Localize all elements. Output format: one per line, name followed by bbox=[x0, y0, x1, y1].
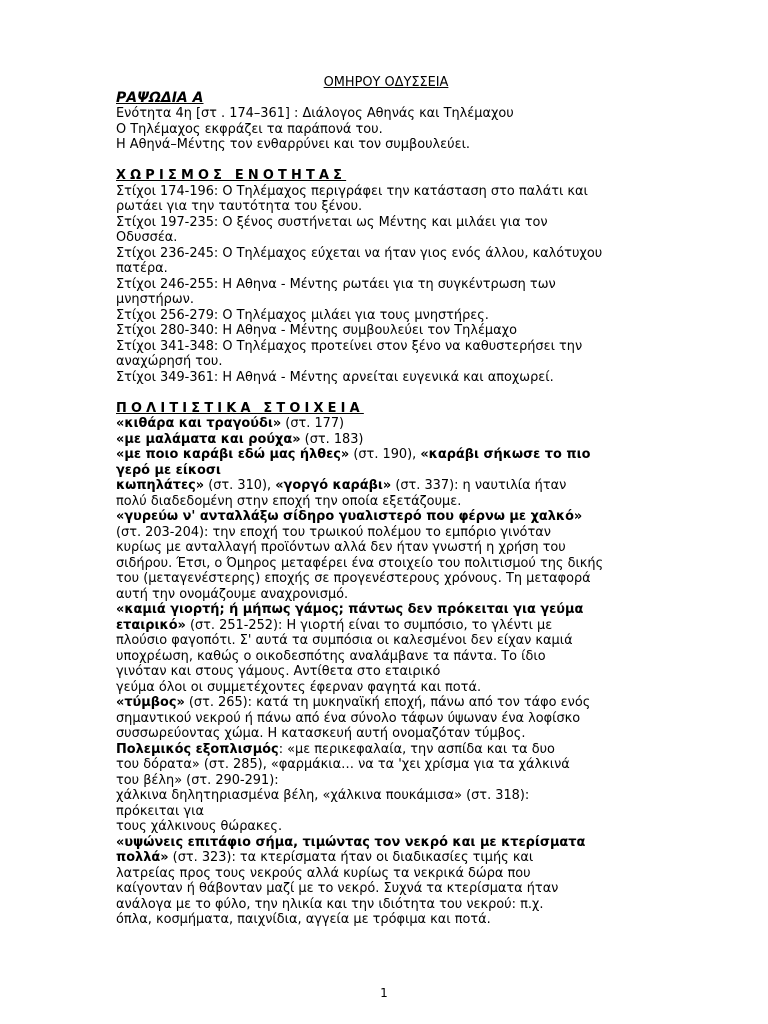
quoted-phrase: πολλά» bbox=[116, 850, 169, 865]
verse-section-line: πατέρα. bbox=[116, 261, 168, 276]
document-title: ΟΜΗΡΟΥ ΟΔΥΣΣΕΙΑ bbox=[323, 75, 449, 90]
quoted-phrase: «γυρεύω ν' ανταλλάξω σίδηρο γυαλιστερό που φέρνω με χαλκό» bbox=[116, 509, 583, 524]
verse-ref: (στ. 310), bbox=[204, 478, 276, 493]
explanation-text: (στ. 323): τα κτερίσματα ήταν οι διαδικασίες τιμής και bbox=[168, 850, 534, 865]
culture-line: του (μεταγενέστερης) εποχής σε προγενέστερους χρόνους. Τη μεταφορά bbox=[116, 571, 591, 586]
quoted-phrase: κωπηλάτες» bbox=[116, 478, 205, 493]
verse-ref: (στ. 183) bbox=[300, 431, 364, 447]
culture-line bbox=[116, 463, 656, 479]
verse-section-line: Στίχοι 197-235: Ο ξένος συστήνεται ως Μέντης και μιλάει για τον bbox=[116, 214, 548, 230]
rhapsody-heading: ΡΑΨΩΔΙΑ Α bbox=[116, 90, 204, 106]
verse-section-line: Στίχοι 349-361: Η Αθηνά - Μέντης αρνείται ευγενικά και αποχωρεί. bbox=[116, 369, 554, 385]
culture-line: (στ. 203-204): την εποχή του τρωικού πολέμου το εμπόριο γινόταν bbox=[116, 524, 551, 540]
culture-line bbox=[116, 447, 656, 463]
culture-line: κυρίως με ανταλλαγή προϊόντων αλλά δεν ήταν γνωστή η χρήση του bbox=[116, 540, 566, 555]
culture-line bbox=[116, 695, 656, 711]
page-number: 1 bbox=[380, 986, 388, 1000]
quoted-phrase: «καμιά γιορτή; ή μήπως γάμος; πάντως δεν πρόκειται για γεύμα bbox=[116, 602, 584, 617]
quoted-phrase: «τύμβος» bbox=[116, 695, 185, 710]
verse-section-line: Οδυσσέα. bbox=[116, 230, 178, 245]
culture-heading: ΠΟΛΙΤΙΣΤΙΚΑ ΣΤΟΙΧΕΙΑ bbox=[116, 400, 364, 416]
quoted-phrase: «γοργό καράβι» bbox=[275, 478, 392, 493]
sections-heading: ΧΩΡΙΣΜΟΣ ΕΝΟΤΗΤΑΣ bbox=[116, 168, 347, 183]
culture-line bbox=[116, 618, 656, 634]
spacer bbox=[116, 385, 656, 401]
verse-section-line: Στίχοι 246-255: Η Αθηνα - Μέντης ρωτάει για τη συγκέντρωση των bbox=[116, 276, 556, 292]
explanation-text: (στ. 251-252): Η γιορτή είναι το συμπόσιο, το γλέντι με bbox=[185, 617, 553, 633]
verse-ref: (στ. 190), bbox=[349, 447, 421, 462]
culture-line: γεύμα όλοι οι συμμετέχοντες έφερναν φαγητά και ποτά. bbox=[116, 679, 482, 695]
quoted-phrase: «υψώνεις επιτάφιο σήμα, τιμώντας τον νεκρό και με κτερίσματα bbox=[116, 834, 586, 850]
quoted-phrase: εταιρικό» bbox=[116, 617, 186, 633]
verse-section-line: μνηστήρων. bbox=[116, 292, 194, 307]
culture-line: χάλκινα δηλητηριασμένα βέλη, «χάλκινα πουκάμισα» (στ. 318): bbox=[116, 788, 530, 803]
quoted-phrase: γερό με είκοσι bbox=[116, 462, 221, 478]
culture-line bbox=[116, 416, 656, 432]
document-body bbox=[116, 75, 656, 928]
culture-line: πολύ διαδεδομένη στην εποχή την οποία εξετάζουμε. bbox=[116, 493, 462, 509]
explanation-text: : «με περικεφαλαία, την ασπίδα και τα δυο bbox=[278, 741, 555, 757]
verse-section-line: Στίχοι 174-196: Ο Τηλέμαχος περιγράφει την κατάσταση στο παλάτι και bbox=[116, 183, 588, 199]
culture-line: του δόρατα» (στ. 285), «φαρμάκια… να τα 'χει χρίσμα για τα χάλκινά bbox=[116, 757, 570, 772]
culture-line bbox=[116, 742, 656, 758]
verse-section-line: Στίχοι 280-340: Η Αθηνα - Μέντης συμβουλεύει τον Τηλέμαχο bbox=[116, 323, 517, 338]
culture-line: καίγονταν ή θάβονταν μαζί με το νεκρό. Συχνά τα κτερίσματα ήταν bbox=[116, 881, 559, 896]
culture-line bbox=[116, 478, 656, 494]
explanation-text: (στ. 265): κατά τη μυκηναϊκή εποχή, πάνω από τον τάφο ενός bbox=[184, 695, 591, 710]
culture-line: αυτή την ονομάζουμε αναχρονισμό. bbox=[116, 586, 349, 602]
quoted-phrase: «με μαλάματα και ρούχα» bbox=[116, 431, 301, 447]
culture-line bbox=[116, 850, 656, 866]
verse-ref: (στ. 177) bbox=[281, 416, 345, 431]
culture-line: πρόκειται για bbox=[116, 803, 204, 819]
culture-line: τους χάλκινους θώρακες. bbox=[116, 819, 283, 834]
culture-line bbox=[116, 432, 656, 448]
culture-line bbox=[116, 602, 656, 618]
culture-line: γινόταν και στους γάμους. Αντίθετα στο εταιρικό bbox=[116, 664, 441, 679]
unit-line: Ενότητα 4η [στ . 174–361] : Διάλογος Αθηνάς και Τηλέμαχου bbox=[116, 106, 514, 121]
culture-line: πλούσιο φαγοπότι. Σ' αυτά τα συμπόσια οι καλεσμένοι δεν είχαν καμιά bbox=[116, 633, 573, 648]
explanation-text: (στ. 337): η ναυτιλία ήταν bbox=[391, 478, 567, 493]
quoted-phrase: «καράβι σήκωσε το πιο bbox=[420, 447, 591, 462]
verse-section-line: αναχώρησή του. bbox=[116, 354, 223, 369]
quoted-phrase: Πολεμικός εξοπλισμός bbox=[116, 741, 279, 757]
verse-section-line: Στίχοι 256-279: Ο Τηλέμαχος μιλάει για τους μνηστήρες. bbox=[116, 307, 489, 323]
culture-line: όπλα, κοσμήματα, παιχνίδια, αγγεία με τρόφιμα και ποτά. bbox=[116, 912, 491, 927]
culture-line bbox=[116, 509, 656, 525]
summary-line: Ο Τηλέμαχος εκφράζει τα παράπονά του. bbox=[116, 121, 383, 137]
verse-section-line: Στίχοι 341-348: Ο Τηλέμαχος προτείνει στον ξένο να καθυστερήσει την bbox=[116, 338, 583, 354]
spacer bbox=[116, 153, 656, 169]
verse-section-line: Στίχοι 236-245: Ο Τηλέμαχος εύχεται να ήταν γιος ενός άλλου, καλότυχου bbox=[116, 245, 603, 261]
culture-line: σημαντικού νεκρού ή πάνω από ένα σύνολο τάφων ύψωναν ένα λοφίσκο bbox=[116, 710, 581, 726]
culture-line: συσσωρεύοντας χώμα. Η κατασκευή αυτή ονομαζόταν τύμβος. bbox=[116, 726, 526, 741]
culture-line: ανάλογα με το φύλο, την ηλικία και την ιδιότητα του νεκρού: π.χ. bbox=[116, 896, 544, 912]
culture-line: λατρείας προς τους νεκρούς αλλά κυρίως τα νεκρικά δώρα που bbox=[116, 865, 531, 881]
culture-line: σιδήρου. Έτσι, ο Όμηρος μεταφέρει ένα στοιχείο του πολιτισμού της δικής bbox=[116, 555, 604, 571]
culture-line bbox=[116, 835, 656, 851]
verse-section-line: ρωτάει για την ταυτότητα του ξένου. bbox=[116, 199, 363, 214]
summary-line: Η Αθηνά–Μέντης τον ενθαρρύνει και τον συμβουλεύει. bbox=[116, 137, 471, 152]
quoted-phrase: «κιθάρα και τραγούδι» bbox=[116, 416, 282, 431]
culture-line: του βέλη» (στ. 290-291): bbox=[116, 772, 279, 788]
quoted-phrase: «με ποιο καράβι εδώ μας ήλθες» bbox=[116, 447, 350, 462]
culture-line: υποχρέωση, καθώς ο οικοδεσπότης αναλάμβανε τα πάντα. Το ίδιο bbox=[116, 648, 546, 664]
